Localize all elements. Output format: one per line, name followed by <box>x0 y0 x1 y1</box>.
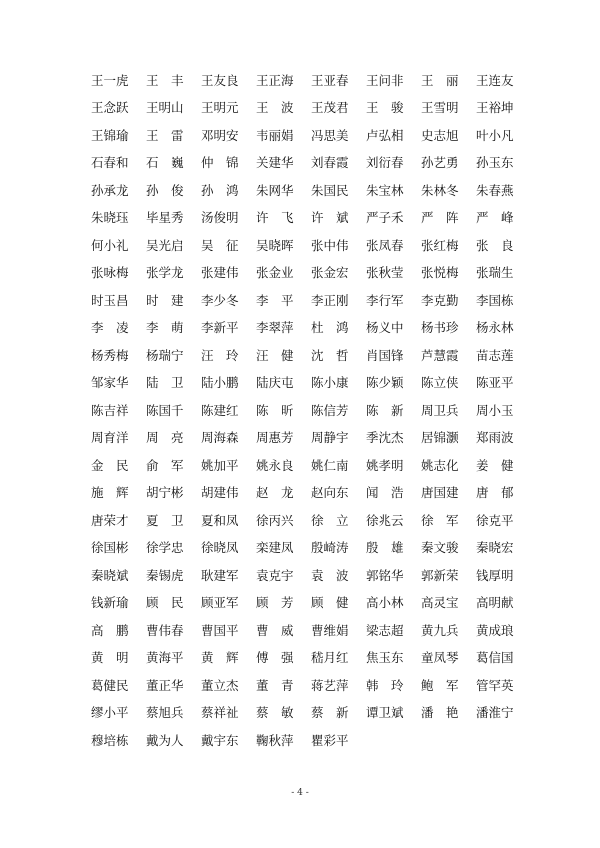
name-entry: 王连友 <box>476 72 514 88</box>
name-entry: 黄 辉 <box>201 650 239 666</box>
name-row <box>91 176 531 204</box>
name-entry: 秦锡虎 <box>146 567 184 583</box>
name-entry: 董立杰 <box>201 677 239 693</box>
name-row <box>91 341 531 369</box>
name-entry: 秦晓宏 <box>476 540 514 556</box>
name-entry: 王亚春 <box>311 72 349 88</box>
name-entry: 陆小鹏 <box>201 375 239 391</box>
name-entry: 王问非 <box>366 72 404 88</box>
name-entry: 张秋莹 <box>366 265 404 281</box>
name-entry: 韦丽娟 <box>256 127 294 143</box>
name-row <box>91 231 531 259</box>
name-entry: 王裕坤 <box>476 100 514 116</box>
name-entry: 闻 浩 <box>366 485 404 501</box>
name-entry: 周 亮 <box>146 430 184 446</box>
name-entry: 周小玉 <box>476 402 514 418</box>
name-entry: 汤俊明 <box>201 210 239 226</box>
name-entry: 瞿彩平 <box>311 732 349 748</box>
name-entry: 徐克平 <box>476 512 514 528</box>
name-entry: 金 民 <box>91 457 129 473</box>
name-entry: 王锦瑜 <box>91 127 129 143</box>
name-row <box>91 644 531 672</box>
name-entry: 徐丙兴 <box>256 512 294 528</box>
name-entry: 陆 卫 <box>146 375 184 391</box>
name-row <box>91 424 531 452</box>
name-entry: 顾 健 <box>311 595 349 611</box>
name-row <box>91 534 531 562</box>
name-entry: 卢弘相 <box>366 127 404 143</box>
name-entry: 王念跃 <box>91 100 129 116</box>
name-entry: 姚孝明 <box>366 457 404 473</box>
name-entry: 徐 军 <box>421 512 459 528</box>
name-entry: 居锦灏 <box>421 430 459 446</box>
name-entry: 董正华 <box>146 677 184 693</box>
name-entry: 杨义中 <box>366 320 404 336</box>
name-entry: 曹伟春 <box>146 622 184 638</box>
name-entry: 李少冬 <box>201 292 239 308</box>
name-entry: 杨秀梅 <box>91 347 129 363</box>
name-entry: 唐国建 <box>421 485 459 501</box>
name-entry: 穆培栋 <box>91 732 129 748</box>
name-entry: 毕星秀 <box>146 210 184 226</box>
name-entry: 姚志化 <box>421 457 459 473</box>
name-entry: 杨瑞宁 <box>146 347 184 363</box>
name-entry: 蔡祥祉 <box>201 705 239 721</box>
name-entry: 朱网华 <box>256 182 294 198</box>
name-entry: 姚仁南 <box>311 457 349 473</box>
name-entry: 傅 强 <box>256 650 294 666</box>
name-entry: 王 丽 <box>421 72 459 88</box>
name-entry: 蔡 新 <box>311 705 349 721</box>
name-entry: 张学龙 <box>146 265 184 281</box>
name-entry: 袁 波 <box>311 567 349 583</box>
name-entry: 时 建 <box>146 292 184 308</box>
name-row <box>91 121 531 149</box>
name-entry: 葛信国 <box>476 650 514 666</box>
name-entry: 焦玉东 <box>366 650 404 666</box>
name-entry: 耿建军 <box>201 567 239 583</box>
name-entry: 张金业 <box>256 265 294 281</box>
name-row <box>91 699 531 727</box>
name-entry: 李新平 <box>201 320 239 336</box>
name-entry: 朱林冬 <box>421 182 459 198</box>
name-row <box>91 259 531 287</box>
name-entry: 殷崎涛 <box>311 540 349 556</box>
name-entry: 胡建伟 <box>201 485 239 501</box>
name-entry: 陈国千 <box>146 402 184 418</box>
name-entry: 戴为人 <box>146 732 184 748</box>
name-entry: 郑雨波 <box>476 430 514 446</box>
name-entry: 潘淮宁 <box>476 705 514 721</box>
name-entry: 严子禾 <box>366 210 404 226</box>
name-entry: 潘 艳 <box>421 705 459 721</box>
name-row <box>91 671 531 699</box>
name-row <box>91 396 531 424</box>
name-entry: 孙 鸿 <box>201 182 239 198</box>
name-entry: 孙承龙 <box>91 182 129 198</box>
name-entry: 唐 郁 <box>476 485 514 501</box>
name-entry: 郭铭华 <box>366 567 404 583</box>
name-entry: 王正海 <box>256 72 294 88</box>
name-row <box>91 66 531 94</box>
name-entry: 杨永林 <box>476 320 514 336</box>
name-entry: 石 巍 <box>146 155 184 171</box>
name-entry: 邹家华 <box>91 375 129 391</box>
name-row <box>91 726 531 754</box>
name-entry: 袁克宇 <box>256 567 294 583</box>
name-entry: 顾亚军 <box>201 595 239 611</box>
name-entry: 时玉昌 <box>91 292 129 308</box>
name-list <box>91 66 531 754</box>
name-entry: 陈建红 <box>201 402 239 418</box>
name-entry: 陈 昕 <box>256 402 294 418</box>
name-entry: 梁志超 <box>366 622 404 638</box>
name-row <box>91 94 531 122</box>
name-entry: 王一虎 <box>91 72 129 88</box>
name-entry: 李行军 <box>366 292 404 308</box>
name-entry: 姚永良 <box>256 457 294 473</box>
name-row <box>91 589 531 617</box>
name-entry: 季沈杰 <box>366 430 404 446</box>
name-entry: 孙艺勇 <box>421 155 459 171</box>
name-entry: 唐荣才 <box>91 512 129 528</box>
name-row <box>91 479 531 507</box>
name-entry: 叶小凡 <box>476 127 514 143</box>
name-row <box>91 451 531 479</box>
name-entry: 刘衍春 <box>366 155 404 171</box>
name-entry: 张红梅 <box>421 237 459 253</box>
name-entry: 徐 立 <box>311 512 349 528</box>
name-entry: 董 青 <box>256 677 294 693</box>
name-entry: 王 丰 <box>146 72 184 88</box>
name-entry: 王 雷 <box>146 127 184 143</box>
name-entry: 郭新荣 <box>421 567 459 583</box>
name-entry: 韩 玲 <box>366 677 404 693</box>
name-entry: 张凤春 <box>366 237 404 253</box>
name-row <box>91 561 531 589</box>
name-entry: 王茂君 <box>311 100 349 116</box>
name-entry: 黄海平 <box>146 650 184 666</box>
name-entry: 杨书珍 <box>421 320 459 336</box>
name-entry: 关建华 <box>256 155 294 171</box>
name-entry: 李正刚 <box>311 292 349 308</box>
name-entry: 张建伟 <box>201 265 239 281</box>
name-entry: 周海森 <box>201 430 239 446</box>
name-entry: 戴宇东 <box>201 732 239 748</box>
name-entry: 孙 俊 <box>146 182 184 198</box>
name-entry: 黄 明 <box>91 650 129 666</box>
name-entry: 徐国彬 <box>91 540 129 556</box>
name-entry: 汪 健 <box>256 347 294 363</box>
name-entry: 仲 锦 <box>201 155 239 171</box>
name-entry: 何小礼 <box>91 237 129 253</box>
name-entry: 缪小平 <box>91 705 129 721</box>
name-entry: 王 骏 <box>366 100 404 116</box>
name-entry: 朱晓珏 <box>91 210 129 226</box>
name-entry: 朱宝林 <box>366 182 404 198</box>
name-row <box>91 616 531 644</box>
name-entry: 张金宏 <box>311 265 349 281</box>
name-entry: 石春和 <box>91 155 129 171</box>
name-entry: 王 波 <box>256 100 294 116</box>
name-entry: 赵 龙 <box>256 485 294 501</box>
name-entry: 孙玉东 <box>476 155 514 171</box>
name-entry: 李克勤 <box>421 292 459 308</box>
name-entry: 周卫兵 <box>421 402 459 418</box>
name-entry: 汪 玲 <box>201 347 239 363</box>
name-entry: 曹 威 <box>256 622 294 638</box>
name-entry: 吴 征 <box>201 237 239 253</box>
name-entry: 陈小康 <box>311 375 349 391</box>
name-entry: 夏 卫 <box>146 512 184 528</box>
name-row <box>91 314 531 342</box>
name-entry: 严 峰 <box>476 210 514 226</box>
name-entry: 童凤琴 <box>421 650 459 666</box>
name-row <box>91 506 531 534</box>
name-entry: 史志旭 <box>421 127 459 143</box>
name-entry: 俞 军 <box>146 457 184 473</box>
name-entry: 冯思美 <box>311 127 349 143</box>
name-entry: 顾 民 <box>146 595 184 611</box>
name-entry: 沈 哲 <box>311 347 349 363</box>
name-entry: 陈信芳 <box>311 402 349 418</box>
name-entry: 秦晓斌 <box>91 567 129 583</box>
name-entry: 周惠芳 <box>256 430 294 446</box>
name-entry: 高 鹏 <box>91 622 129 638</box>
name-row <box>91 149 531 177</box>
name-entry: 嵇月红 <box>311 650 349 666</box>
name-entry: 高明献 <box>476 595 514 611</box>
name-entry: 张悦梅 <box>421 265 459 281</box>
name-entry: 许 斌 <box>311 210 349 226</box>
name-entry: 秦文骏 <box>421 540 459 556</box>
name-entry: 张 良 <box>476 237 514 253</box>
name-entry: 王明元 <box>201 100 239 116</box>
name-entry: 钱厚明 <box>476 567 514 583</box>
name-entry: 杜 鸿 <box>311 320 349 336</box>
name-entry: 蒋艺萍 <box>311 677 349 693</box>
name-entry: 曹国平 <box>201 622 239 638</box>
name-entry: 芦慧霞 <box>421 347 459 363</box>
name-entry: 徐学忠 <box>146 540 184 556</box>
name-entry: 黄成琅 <box>476 622 514 638</box>
name-entry: 张咏梅 <box>91 265 129 281</box>
name-entry: 管罕英 <box>476 677 514 693</box>
name-entry: 谭卫斌 <box>366 705 404 721</box>
name-entry: 吴光启 <box>146 237 184 253</box>
name-entry: 陈吉祥 <box>91 402 129 418</box>
name-entry: 肖国锋 <box>366 347 404 363</box>
name-entry: 周育洋 <box>91 430 129 446</box>
name-entry: 高灵宝 <box>421 595 459 611</box>
name-entry: 葛健民 <box>91 677 129 693</box>
name-entry: 徐晓凤 <box>201 540 239 556</box>
name-entry: 赵向东 <box>311 485 349 501</box>
name-entry: 刘春霞 <box>311 155 349 171</box>
name-entry: 陈立侠 <box>421 375 459 391</box>
name-entry: 黄九兵 <box>421 622 459 638</box>
name-entry: 许 飞 <box>256 210 294 226</box>
name-entry: 钱新瑜 <box>91 595 129 611</box>
name-entry: 鲍 军 <box>421 677 459 693</box>
name-entry: 夏和凤 <box>201 512 239 528</box>
name-entry: 周静宇 <box>311 430 349 446</box>
name-entry: 王雪明 <box>421 100 459 116</box>
name-entry: 陈 新 <box>366 402 404 418</box>
name-entry: 陈亚平 <box>476 375 514 391</box>
name-row <box>91 286 531 314</box>
name-entry: 鞠秋萍 <box>256 732 294 748</box>
name-entry: 蔡 敏 <box>256 705 294 721</box>
name-entry: 殷 雄 <box>366 540 404 556</box>
name-entry: 李翠萍 <box>256 320 294 336</box>
name-entry: 陈少颖 <box>366 375 404 391</box>
name-entry: 李国栋 <box>476 292 514 308</box>
name-entry: 朱国民 <box>311 182 349 198</box>
name-entry: 姚加平 <box>201 457 239 473</box>
name-entry: 李 凌 <box>91 320 129 336</box>
name-entry: 王友良 <box>201 72 239 88</box>
name-entry: 李 萌 <box>146 320 184 336</box>
name-entry: 徐兆云 <box>366 512 404 528</box>
name-entry: 曹维娟 <box>311 622 349 638</box>
name-entry: 朱春燕 <box>476 182 514 198</box>
name-row <box>91 204 531 232</box>
name-entry: 姜 健 <box>476 457 514 473</box>
page-number: - 4 - <box>291 788 309 798</box>
name-entry: 栾建凤 <box>256 540 294 556</box>
name-entry: 张瑞生 <box>476 265 514 281</box>
name-entry: 胡宁彬 <box>146 485 184 501</box>
name-entry: 苗志莲 <box>476 347 514 363</box>
name-entry: 顾 芳 <box>256 595 294 611</box>
name-entry: 王明山 <box>146 100 184 116</box>
name-entry: 陆庆屯 <box>256 375 294 391</box>
name-entry: 李 平 <box>256 292 294 308</box>
name-entry: 严 阵 <box>421 210 459 226</box>
name-entry: 邓明安 <box>201 127 239 143</box>
name-row <box>91 369 531 397</box>
name-entry: 高小林 <box>366 595 404 611</box>
name-entry: 张中伟 <box>311 237 349 253</box>
name-entry: 施 辉 <box>91 485 129 501</box>
name-entry: 吴晓晖 <box>256 237 294 253</box>
name-entry: 蔡旭兵 <box>146 705 184 721</box>
